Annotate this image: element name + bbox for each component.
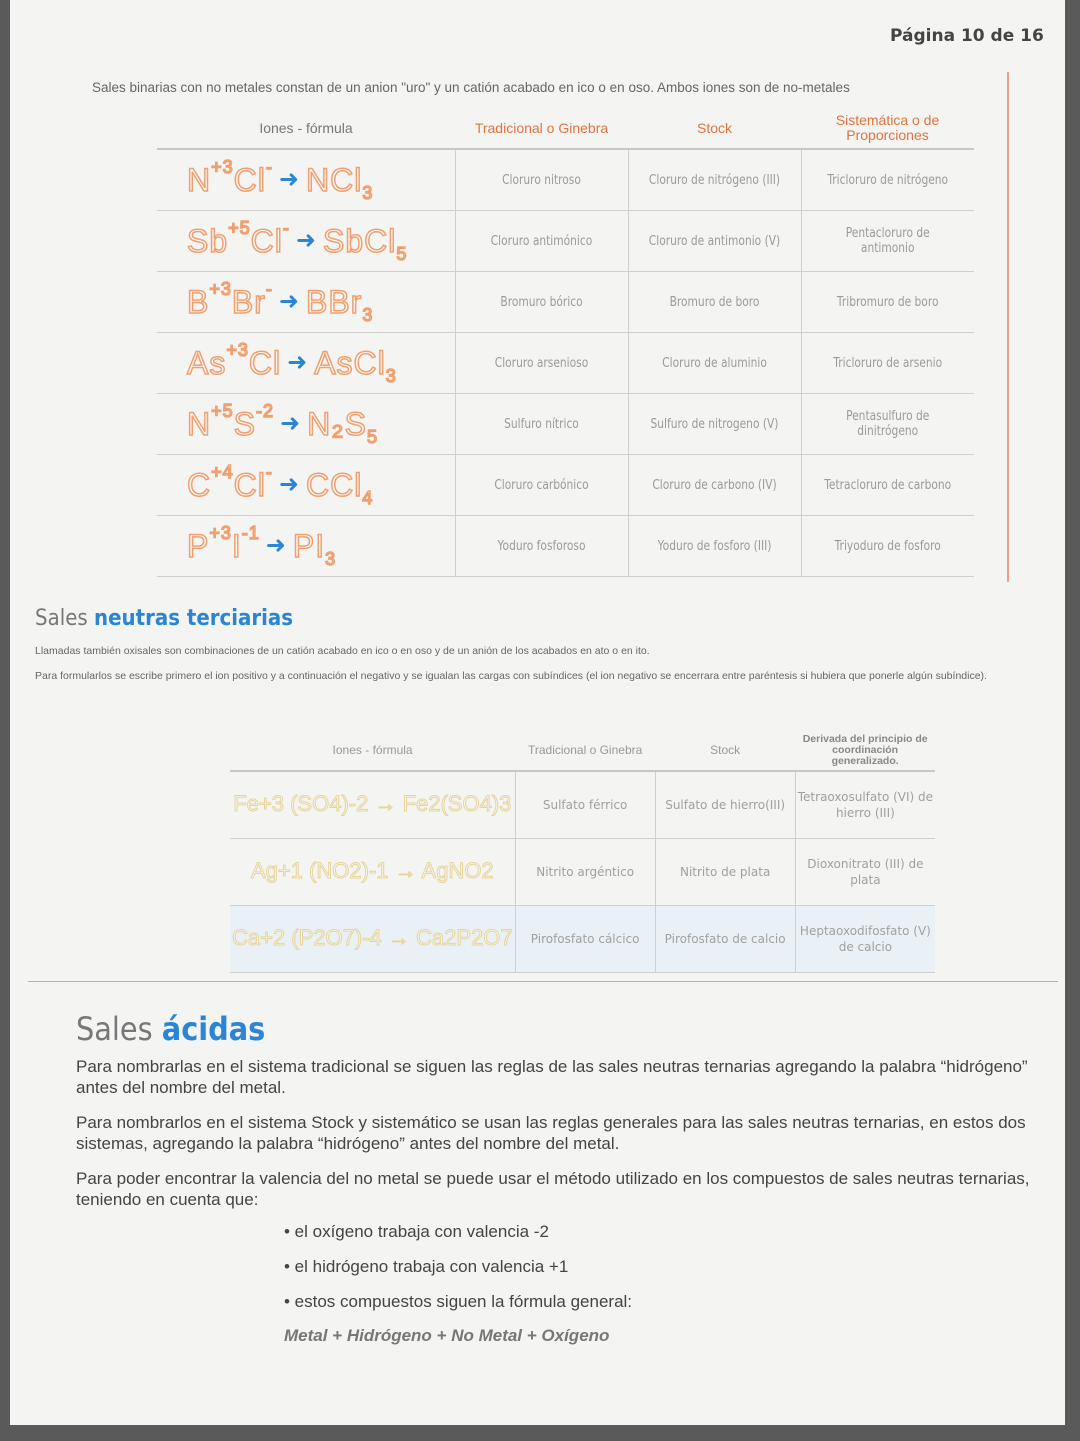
formula-cell: Ag+1 (NO2)-1 → AgNO2 [230,839,515,906]
col-header-sistematica: Sistemática o de Proporciones [801,108,974,149]
table-row [157,149,974,211]
stock-cell: Cloruro de aluminio [644,333,786,394]
table-header-row [230,730,935,771]
paragraph-stock: Para nombrarlos en el sistema Stock y sistemático se usan las reglas generales para las sales neutras ternarias, en estos dos sistemas, agregando la palabra “hidrógeno” antes del nombre del metal. [76,1113,1026,1153]
sistematica-cell: Pentasulfuro de dinitrógeno [817,394,959,455]
tradicional-cell: Yoduro fosforoso [471,516,613,577]
sistematica-cell: Tricloruro de nitrógeno [817,149,959,211]
bullet-oxigeno: • el oxígeno trabaja con valencia -2 [284,1222,549,1241]
formula-cell: $Sb^{+5}Cl^-$ ➜ SbCl$_5$ [157,211,455,272]
arrow-icon: ➜ [287,348,309,376]
sistematica-cell: Pentacloruro de antimonio [817,211,959,272]
col-header-tradicional: Tradicional o Ginebra [455,108,628,149]
table-header-row [157,108,974,149]
sistematica-cell: Tribromuro de boro [817,272,959,333]
sistematica-cell: Tetracloruro de carbono [817,455,959,516]
ternary-salts-table [230,730,935,973]
stock-cell: Pirofosfato de calcio [655,906,795,973]
bullet-hidrogeno: • el hidrógeno trabaja con valencia +1 [284,1257,569,1276]
stock-cell: Sulfuro de nitrogeno (V) [644,394,786,455]
section-instructions: Para formularlos se escribe primero el ion positivo y a continuación el negativo y se igualan las cargas con subíndices (el ion negativo se encerrara entre paréntesis si hubiera que ponerle algún subíndice). [35,670,987,682]
formula-cell: $N^{+5}S^{-2}$ ➜ $N_2S_5$ [157,394,455,455]
arrow-icon: ➜ [278,165,300,193]
general-formula: Metal + Hidrógeno + No Metal + Oxígeno [284,1326,610,1345]
stock-cell: Cloruro de carbono (IV) [644,455,786,516]
section-divider [28,981,1058,982]
tradicional-cell: Nitrito argéntico [515,839,655,906]
formula-cell: $N^{+3}Cl^-$ ➜ NCl$_3$ [157,149,455,211]
stock-cell: Bromuro de boro [644,272,786,333]
section-heading-acidas: Sales ácidas [76,1010,266,1048]
tradicional-cell: Bromuro bórico [471,272,613,333]
tradicional-cell: Cloruro arsenioso [471,333,613,394]
table-row [157,333,974,394]
arrow-icon: ➜ [265,531,287,559]
derivada-cell: Heptaoxodifosfato (V) de calcio [795,906,935,973]
page-number: Página 10 de 16 [890,26,1044,46]
stock-cell: Yoduro de fosforo (III) [644,516,786,577]
intro-text: Sales binarias con no metales constan de un anion "uro" y un catión acabado en ico o en oso. Ambos iones son de no-metales [92,80,850,95]
bullet-formula: • estos compuestos siguen la fórmula general: [284,1292,633,1311]
table-row [157,211,974,272]
stock-cell: Nitrito de plata [655,839,795,906]
tradicional-cell: Pirofosfato cálcico [515,906,655,973]
col-header-stock: Stock [628,108,801,149]
col-header-stock: Stock [655,730,795,771]
paragraph-valencia: Para poder encontrar la valencia del no metal se puede usar el método utilizado en los compuestos de sales neutras ternarias, teniendo en cuenta que: [76,1169,1030,1209]
col-header-tradicional: Tradicional o Ginebra [515,730,655,771]
margin-line [1007,72,1009,582]
section-heading-neutras: Sales neutras terciarias [35,606,294,631]
sistematica-cell: Tricloruro de arsenio [817,333,959,394]
table-row [157,516,974,577]
formula-cell: $B^{+3}Br^-$ ➜ BBr$_3$ [157,272,455,333]
arrow-icon: ➜ [280,409,302,437]
col-header-derivada: Derivada del principio de coordinación generalizado. [795,730,935,771]
table-row [230,771,935,839]
table-row [157,394,974,455]
paragraph-tradicional: Para nombrarlas en el sistema tradicional se siguen las reglas de las sales neutras ternarias agregando la palabra “hidrógeno” antes del nombre del metal. [76,1057,1028,1097]
arrow-icon: ➜ [278,287,300,315]
formula-cell: $P^{+3}I^{-1}$ ➜ $PI_3$ [157,516,455,577]
table-row [230,906,935,973]
derivada-cell: Dioxonitrato (III) de plata [795,839,935,906]
sistematica-cell: Triyoduro de fosforo [817,516,959,577]
table-row [157,272,974,333]
col-header-formula: Iones - fórmula [230,730,515,771]
tradicional-cell: Sulfuro nítrico [471,394,613,455]
col-header-formula: Iones - fórmula [157,108,455,149]
tradicional-cell: Cloruro antimónico [471,211,613,272]
stock-cell: Sulfato de hierro(III) [655,771,795,839]
document-page [10,0,1065,1425]
formula-cell: $As^{+3}Cl$ ➜ AsCl$_3$ [157,333,455,394]
table-row [230,839,935,906]
formula-cell: Ca+2 (P2O7)-4 → Ca2P2O7 [230,906,515,973]
stock-cell: Cloruro de nitrógeno (III) [644,149,786,211]
binary-salts-table [157,108,974,577]
tradicional-cell: Sulfato férrico [515,771,655,839]
arrow-icon: ➜ [278,470,300,498]
tradicional-cell: Cloruro nitroso [471,149,613,211]
arrow-icon: ➜ [295,226,317,254]
stock-cell: Cloruro de antimonio (V) [644,211,786,272]
table-row [157,455,974,516]
section-description: Llamadas también oxisales son combinaciones de un catión acabado en ico o en oso y de un anión de los acabados en ato o en ito. [35,645,650,657]
tradicional-cell: Cloruro carbónico [471,455,613,516]
formula-cell: Fe+3 (SO4)-2 → Fe2(SO4)3 [230,771,515,839]
formula-cell: $C^{+4}Cl^-$ ➜ CCl$_4$ [157,455,455,516]
derivada-cell: Tetraoxosulfato (VI) de hierro (III) [795,771,935,839]
